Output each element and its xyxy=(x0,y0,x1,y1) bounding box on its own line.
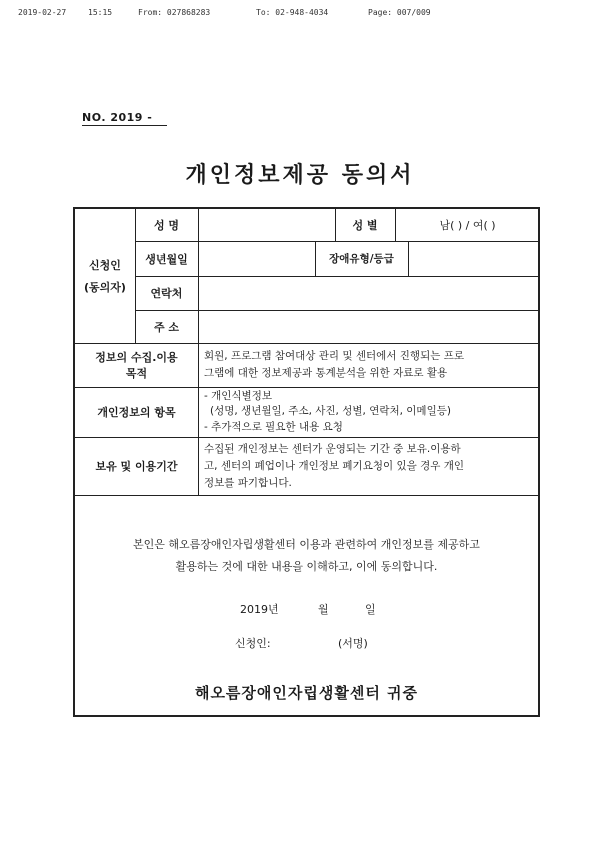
document-number-underline xyxy=(82,125,167,126)
date-month: 월 xyxy=(318,603,329,616)
applicant-label-line2: (동의자) xyxy=(84,281,126,294)
purpose-label xyxy=(75,343,198,387)
document-number: NO. 2019 - xyxy=(82,111,153,124)
purpose-label-line2: 목적 xyxy=(125,367,148,380)
items-line1: - 개인식별정보 xyxy=(204,389,272,402)
purpose-content xyxy=(198,343,540,387)
date-year: 2019년 xyxy=(240,603,279,616)
fax-page: Page: 007/009 xyxy=(368,8,431,17)
name-label: 성 명 xyxy=(153,219,180,232)
date-day: 일 xyxy=(365,603,376,616)
retention-line3: 정보를 파기합니다. xyxy=(204,476,292,489)
birthdate-label: 생년월일 xyxy=(145,252,188,266)
fax-date: 2019-02-27 xyxy=(18,8,67,17)
applicant-signature-label: 신청인: xyxy=(235,637,271,650)
items-content xyxy=(198,387,540,437)
fax-header xyxy=(18,8,588,22)
gender-field[interactable]: 남( ) / 여( ) xyxy=(439,219,496,232)
applicant-label-line1: 신청인 xyxy=(89,259,121,272)
items-line3: - 추가적으로 필요한 내용 요청 xyxy=(204,420,343,433)
address-field[interactable] xyxy=(198,310,540,343)
consent-line2: 활용하는 것에 대한 내용을 이해하고, 이에 동의합니다. xyxy=(175,560,438,573)
purpose-line1: 회원, 프로그램 참여대상 관리 및 센터에서 진행되는 프로 xyxy=(204,350,464,362)
retention-line1: 수집된 개인정보는 센터가 운영되는 기간 중 보유.이용하 xyxy=(204,442,461,455)
retention-line2: 고, 센터의 폐업이나 개인정보 폐기요청이 있을 경우 개인 xyxy=(204,459,464,472)
contact-field[interactable] xyxy=(198,276,540,310)
retention-label: 보유 및 이용기간 xyxy=(95,460,178,473)
consent-statement xyxy=(75,534,538,578)
consent-line1: 본인은 해오름장애인자립생활센터 이용과 관련하여 개인정보를 제공하고 xyxy=(133,538,480,551)
signature-field[interactable]: (서명) xyxy=(338,637,368,650)
consent-form-table xyxy=(73,207,540,717)
gender-label: 성 별 xyxy=(352,219,378,232)
contact-label: 연락처 xyxy=(150,287,183,300)
applicant-section-label xyxy=(75,209,135,343)
items-line2: (성명, 생년월일, 주소, 사진, 성별, 연락처, 이메일등) xyxy=(210,405,451,418)
recipient-organization: 해오름장애인자립생활센터 귀중 xyxy=(194,684,419,702)
fax-to: To: 02-948-4034 xyxy=(256,8,329,17)
fax-from: From: 027868283 xyxy=(138,8,211,17)
purpose-line2: 그램에 대한 정보제공과 통계분석을 위한 자료로 활용 xyxy=(204,367,448,379)
disability-label: 장애유형/등급 xyxy=(329,253,394,265)
retention-content xyxy=(198,437,540,495)
address-label: 주 소 xyxy=(153,320,180,334)
fax-time: 15:15 xyxy=(88,8,113,17)
items-label: 개인정보의 항목 xyxy=(97,406,176,419)
birthdate-field[interactable] xyxy=(198,241,315,276)
purpose-label-line1: 정보의 수집.이용 xyxy=(95,351,178,364)
name-field[interactable] xyxy=(198,209,335,241)
disability-field[interactable] xyxy=(408,241,540,276)
page-title: 개인정보제공 동의서 xyxy=(185,163,415,188)
